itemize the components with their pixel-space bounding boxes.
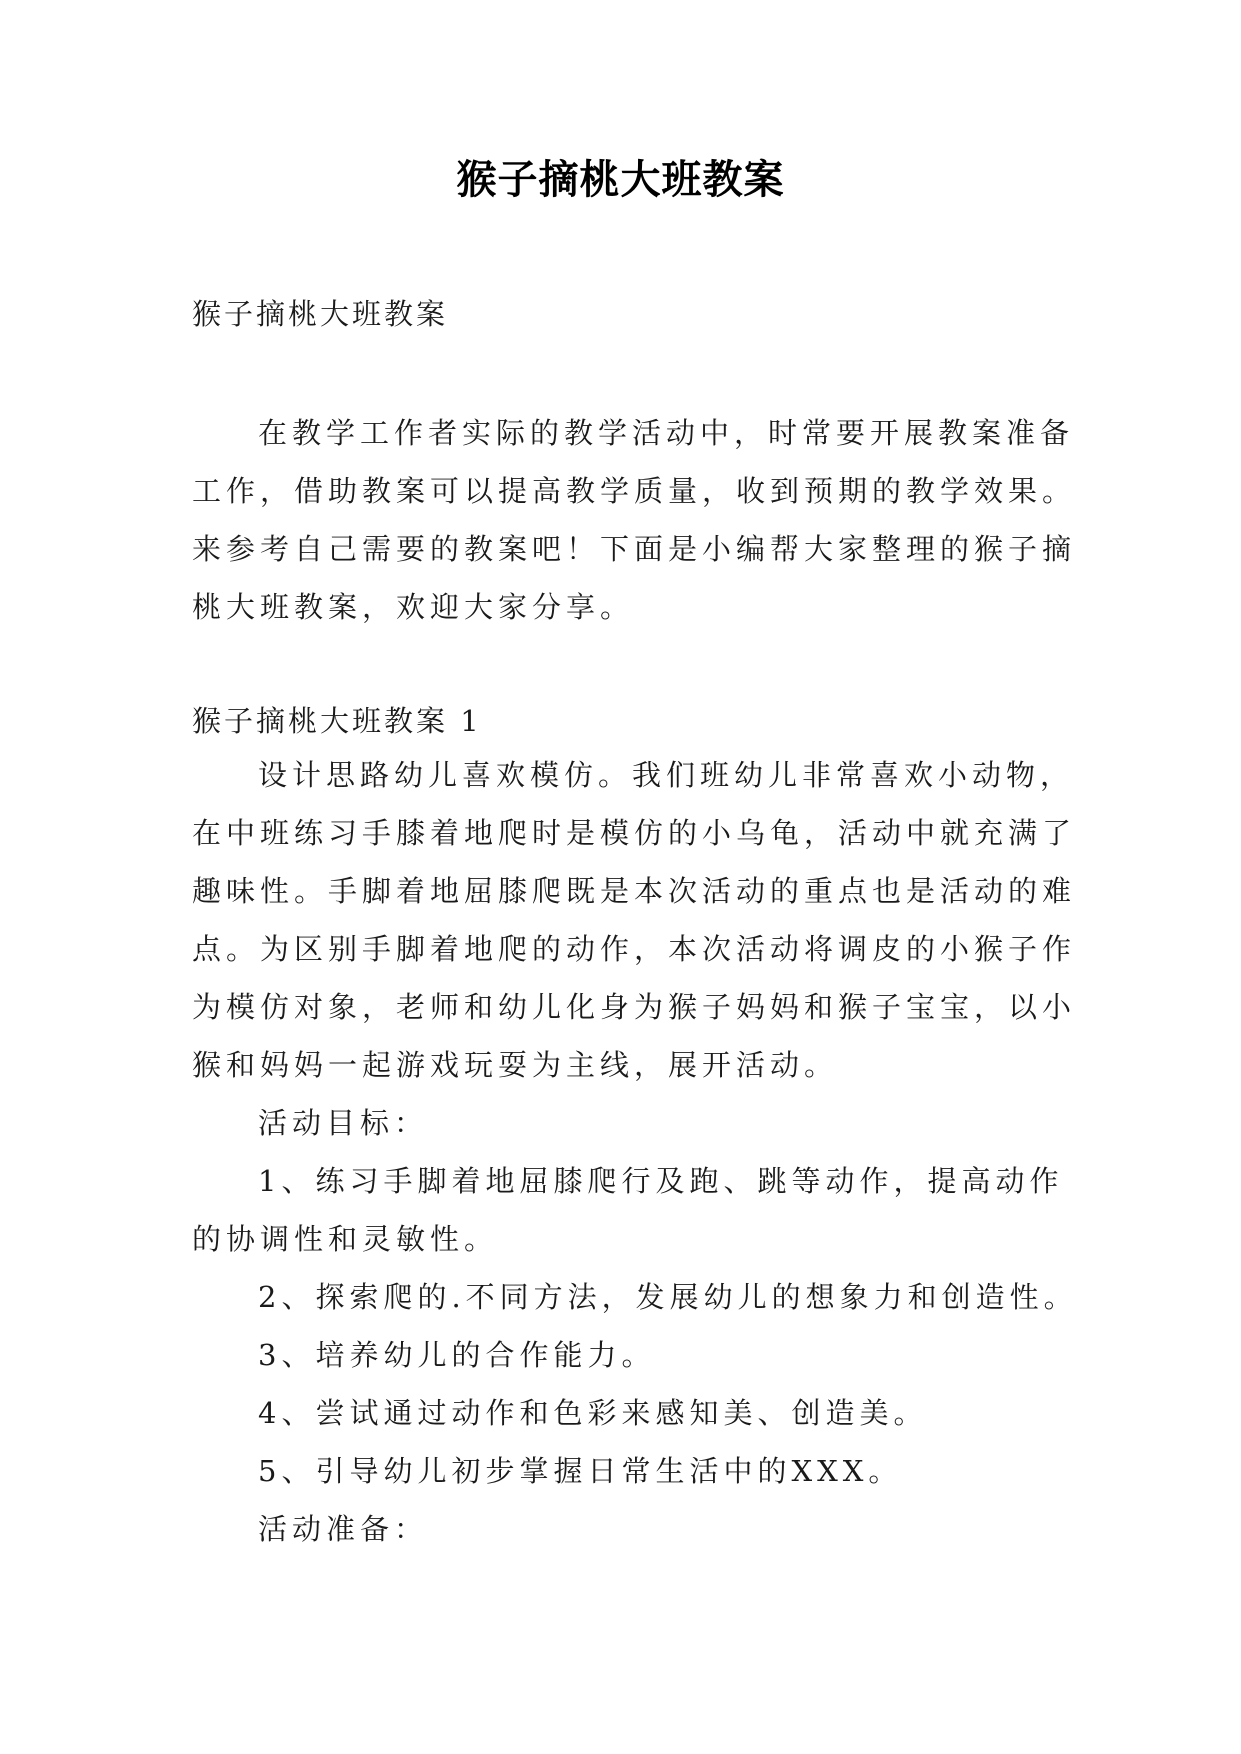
design-idea-paragraph: 设计思路幼儿喜欢模仿。我们班幼儿非常喜欢小动物，在中班练习手膝着地爬时是模仿的小乌龟，活动中就充满了趣味性。手脚着地屈膝爬既是本次活动的重点也是活动的难点。为区别手脚着地爬的动作，本次活动将调皮的小猴子作为模仿对象，老师和幼儿化身为猴子妈妈和猴子宝宝，以小猴和妈妈一起游戏玩耍为主线，展开活动。 (192, 758, 1077, 1082)
section-heading: 猴子摘桃大班教案 1 (192, 704, 482, 738)
goal-item: 2、探索爬的.不同方法，发展幼儿的想象力和创造性。 (258, 1280, 1078, 1314)
goals-heading: 活动目标： (258, 1106, 429, 1140)
document-title: 猴子摘桃大班教案 (456, 156, 785, 203)
goal-item: 5、引导幼儿初步掌握日常生活中的XXX。 (258, 1454, 903, 1488)
intro-paragraph-block (192, 404, 1082, 636)
document-subtitle: 猴子摘桃大班教案 (192, 297, 449, 331)
goal-item: 1、练习手脚着地屈膝爬行及跑、跳等动作，提高动作的协调性和灵敏性。 (192, 1164, 1064, 1256)
goal-item: 4、尝试通过动作和色彩来感知美、创造美。 (258, 1396, 928, 1430)
goal-item: 3、培养幼儿的合作能力。 (258, 1338, 656, 1372)
intro-paragraph: 在教学工作者实际的教学活动中，时常要开展教案准备工作，借助教案可以提高教学质量，收到预期的教学效果。来参考自己需要的教案吧！下面是小编帮大家整理的猴子摘桃大班教案，欢迎大家分享。 (192, 416, 1077, 624)
preparation-heading: 活动准备： (258, 1512, 429, 1546)
section-body (192, 746, 1082, 1558)
